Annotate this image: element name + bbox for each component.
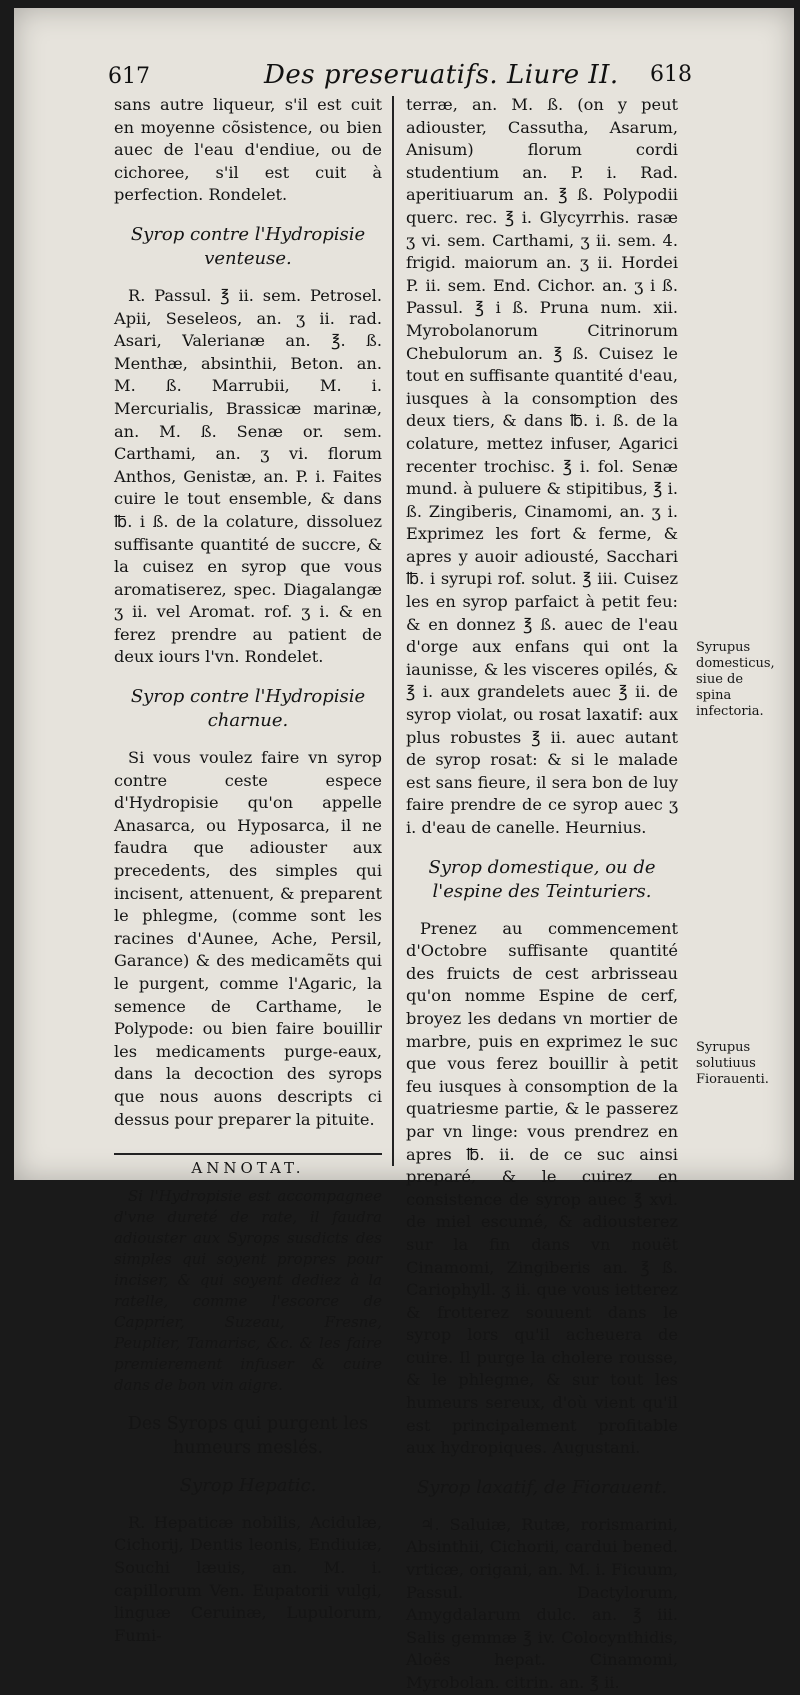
book-page (14, 8, 794, 1692)
margin-note: Syrupus domesticus, siue de spina infectoria. (696, 640, 775, 719)
annotation-text: Si l'Hydropisie est accompagnee d'vne dureté de rate, il faudra adiouster aux Syrops susdicts des simples qui soyent propres pour inciser, & qui soyent dediez à la ratelle, comme l'escorce de Capprier, Suzeau, Fresne, Peuplier, Tamarisc, &c. & les faire premierement infuser & cuire dans de bon vin aigre. (114, 1186, 382, 1394)
page-header (14, 60, 794, 90)
column-divider (392, 96, 394, 1166)
paragraph: sans autre liqueur, s'il est cuit en moyenne cõsistence, ou bien auec de l'eau d'endiue, ou de cichoree, s'il est cuit à perfection. Rondelet. (114, 95, 382, 205)
running-title: Des preseruatifs. Liure II. (264, 60, 619, 90)
section-heading: Des Syrops qui purgent les humeurs meslés. (127, 1413, 369, 1458)
section-heading: Syrop domestique, ou de l'espine des Teinturiers. (428, 856, 656, 902)
section-heading: Syrop contre l'Hydropisie venteuse. (130, 223, 366, 269)
paragraph: Prenez au commencement d'Octobre suffisante quantité des fruicts de cest arbrisseau qu'on nomme Espine de cerf, broyez les dedans vn mortier de marbre, puis en exprimez le suc que vous ferez bouillir à petit feu iusques à consomption de la quatriesme partie, & le passerez par vn linge: vous prendrez en apres ℔. ii. de ce suc ainsi preparé, & le cuirez en consistence de syrop auec ℥ xvi. de miel escumé, & adiousterez sur la fin dans vn nouët Cinamomi, Zingiberis an. ℥ ß. Cariophyll. ʒ ii. que vous ietterez & frotterez souuent dans le syrop lors qu'il acheuera de cuire. Il purge la cholere rousse, & le phlegme, & sur tout les humeurs sereux, d'où vient qu'il est principalement profitable aux hydropiques. Augustani. (406, 918, 678, 1458)
left-page-number: 617 (108, 64, 150, 89)
section-heading: Syrop Hepatic. (179, 1474, 317, 1496)
section-heading: Syrop contre l'Hydropisie charnue. (130, 686, 366, 732)
margin-note: Syrupus solutiuus Fiorauenti. (696, 1040, 769, 1087)
annotation-title: ANNOTAT. (191, 1159, 305, 1178)
right-page-number: 618 (650, 62, 692, 87)
recipe-paragraph: R. Hepaticæ nobilis, Acidulæ, Cichorij, Dentis leonis, Endiuiæ, Souchi læuis, an. M. i. capillorum Ven. Eupatorii vulgi, linguæ Ceruinæ, Lupulorum, Fumi- (114, 1512, 382, 1645)
section-heading: Syrop laxatif, de Fiorauent. (416, 1476, 668, 1498)
recipe-paragraph: R. Passul. ℥ ii. sem. Petrosel. Apii, Seseleos, an. ʒ ii. rad. Asari, Valerianæ an. ℥. ß. Menthæ, absinthii, Beton. an. M. ß. Marrubii, M. i. Mercurialis, Brassicæ marinæ, an. M. ß. Senæ or. sem. Carthami, an. ʒ vi. florum Anthos, Genistæ, an. P. i. Faites cuire le tout ensemble, & dans ℔. i ß. de la colature, dissoluez suffisante quantité de succre, & la cuisez en syrop que vous aromatiserez, spec. Diagalangæ ʒ ii. vel Aromat. rof. ʒ i. & en ferez prendre au patient de deux iours l'vn. Rondelet. (114, 285, 382, 667)
annotation-rule (114, 1153, 382, 1155)
right-column (406, 94, 678, 1695)
left-column (114, 94, 382, 1647)
recipe-paragraph: terræ, an. M. ß. (on y peut adiouster, Cassutha, Asarum, Anisum) florum cordi studentium an. P. i. Rad. aperitiuarum an. ℥ ß. Polypodii querc. rec. ℥ i. Glycyrrhis. rasæ ʒ vi. sem. Carthami, ʒ ii. sem. 4. frigid. maiorum an. ʒ ii. Hordei P. ii. sem. End. Cichor. an. ʒ i ß. Passul. ℥ i ß. Pruna num. xii. Myrobolanorum Citrinorum Chebulorum an. ℥ ß. Cuisez le tout en suffisante quantité d'eau, iusques à la consomption des deux tiers, & dans ℔. i. ß. de la colature, mettez infuser, Agarici recenter trochisc. ℥ i. fol. Senæ mund. à puluere & stipitibus, ℥ i. ß. Zingiberis, Cinamomi, an. ʒ i. Exprimez les fort & ferme, & apres y auoir adiousté, Sacchari ℔. i syrupi rof. solut. ℥ iii. Cuisez les en syrop parfaict à petit feu: & en donnez ℥ ß. auec de l'eau d'orge aux enfans qui ont la iaunisse, & les visceres opilés, & ℥ i. aux grandelets auec ℥ ii. de syrop violat, ou rosat laxatif: aux plus robustes ℥ ii. auec autant de syrop rosat: & si le malade est sans fieure, il sera bon de luy faire prendre de ce syrop auec ʒ i. d'eau de canelle. Heurnius. (406, 95, 678, 837)
recipe-paragraph: ♃. Saluiæ, Rutæ, rorismarini, Absinthii, Cichorii, cardui bened. vrticæ, origani, an. M. i. Ficuum, Passul. Dactylorum, Amygdalarum dulc. an. ℥ iii. Salis gemmæ ℥ iv. Colocynthidis, Aloës hepat. Cinamomi, Myrobolan. citrin. an. ℥ ii. (406, 1514, 678, 1692)
paragraph: Si vous voulez faire vn syrop contre ceste espece d'Hydropisie qu'on appelle Anasarca, ou Hyposarca, il ne faudra que adiouster aux precedents, des simples qui incisent, attenuent, & preparent le phlegme, (comme sont les racines d'Aunee, Ache, Persil, Garance) & des medicamẽts qui le purgent, comme l'Agaric, la semence de Carthame, le Polypode: ou bien faire bouillir les medicaments purge-eaux, dans la decoction des syrops que nous auons descripts ci dessus pour preparer la pituite. (114, 748, 382, 1129)
